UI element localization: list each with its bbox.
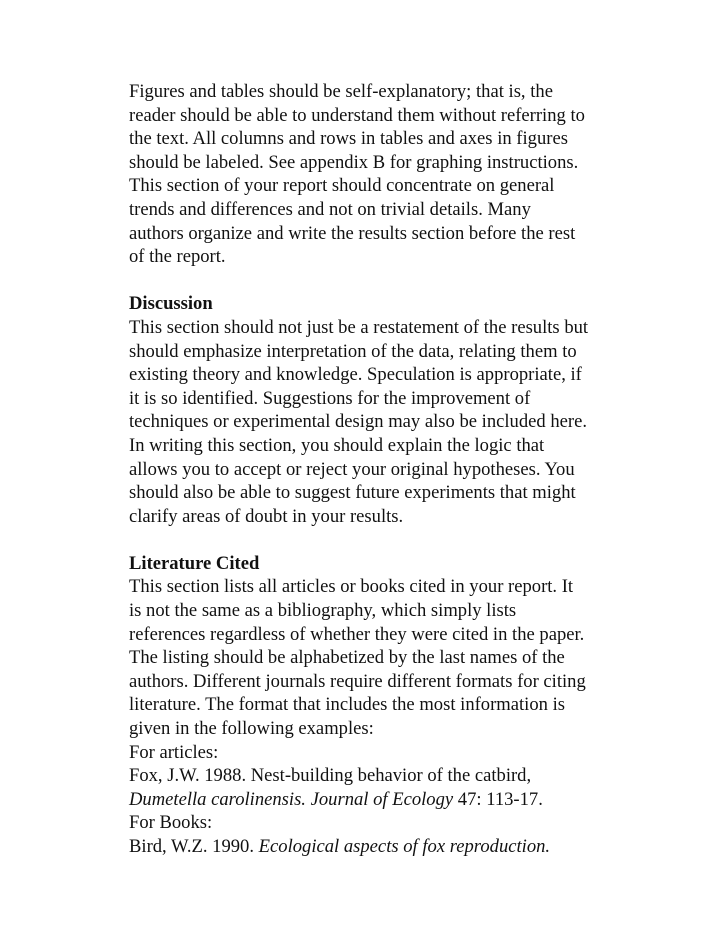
text-line: it is so identified. Suggestions for the improvement of xyxy=(129,387,531,409)
text-line: should emphasize interpretation of the data, relating them to xyxy=(129,340,577,362)
text-line: Figures and tables should be self-explanatory; that is, the xyxy=(129,81,553,102)
text-line: This section of your report should concentrate on general xyxy=(129,175,555,197)
paragraph-gap xyxy=(129,528,609,552)
text-line: of the report. xyxy=(129,246,226,268)
text-line: allows you to accept or reject your original hypotheses. You xyxy=(129,458,575,480)
book-citation xyxy=(129,835,609,859)
text-line: references regardless of whether they were cited in the paper. xyxy=(129,623,585,645)
book-title: Ecological aspects of fox reproduction. xyxy=(258,836,551,857)
book-author-year: Bird, W.Z. 1990. xyxy=(129,836,259,857)
text-line: This section should not just be a restatement of the results but xyxy=(129,316,589,338)
text-line: This section lists all articles or books cited in your report. It xyxy=(129,576,574,598)
article-citation-line1: Fox, J.W. 1988. Nest-building behavior of the catbird, xyxy=(129,765,532,787)
text-line: In writing this section, you should explain the logic that xyxy=(129,434,545,456)
literature-cited-heading: Literature Cited xyxy=(129,552,260,574)
text-line: should be labeled. See appendix B for graphing instructions. xyxy=(129,151,579,173)
text-line: is not the same as a bibliography, which simply lists xyxy=(129,600,517,622)
text-line: literature. The format that includes the most information is xyxy=(129,694,565,716)
text-line: authors. Different journals require different formats for citing xyxy=(129,670,586,692)
results-paragraph xyxy=(129,80,609,269)
article-citation-line2 xyxy=(129,788,609,812)
paragraph-gap xyxy=(129,269,609,293)
document-page xyxy=(129,80,609,859)
species-name: Dumetella carolinensis. xyxy=(129,788,306,810)
text-line: trends and differences and not on trivial details. Many xyxy=(129,198,531,220)
text-line: the text. All columns and rows in tables and axes in figures xyxy=(129,128,568,150)
text-line: techniques or experimental design may also be included here. xyxy=(129,411,587,433)
discussion-section xyxy=(129,292,609,528)
journal-pages: 47: 113-17. xyxy=(453,788,543,810)
text-line: existing theory and knowledge. Speculation is appropriate, if xyxy=(129,364,582,386)
text-line: The listing should be alphabetized by the last names of the xyxy=(129,647,565,669)
text-line: clarify areas of doubt in your results. xyxy=(129,505,404,527)
literature-cited-section xyxy=(129,552,609,859)
text-line: given in the following examples: xyxy=(129,718,374,740)
text-line: reader should be able to understand them without referring to xyxy=(129,104,585,126)
text-line: should also be able to suggest future experiments that might xyxy=(129,482,576,504)
discussion-heading: Discussion xyxy=(129,293,213,315)
books-label: For Books: xyxy=(129,812,213,834)
articles-label: For articles: xyxy=(129,741,219,763)
journal-name: Journal of Ecology xyxy=(310,788,454,810)
text-line: authors organize and write the results section before the rest xyxy=(129,222,576,244)
